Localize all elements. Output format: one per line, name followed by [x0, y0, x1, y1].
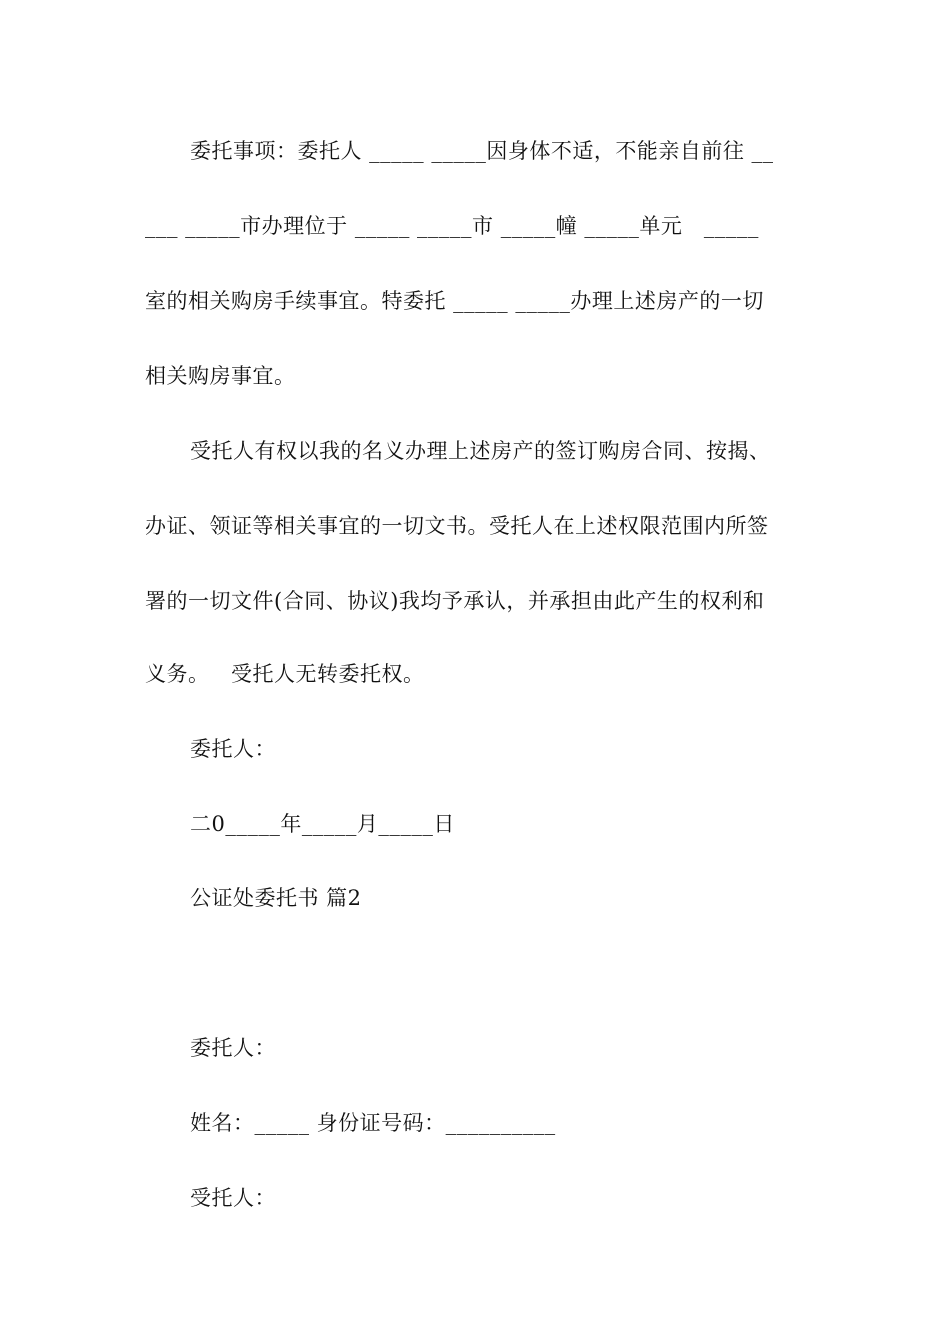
text-line: ___ _____市办理位于 _____ _____市 _____幢 _____单元 _____ — [145, 214, 759, 238]
text-line: 委托事项：委托人 _____ _____因身体不适，不能亲自前往 __ — [190, 139, 774, 163]
text-line: 室的相关购房手续事宜。特委托 _____ _____办理上述房产的一切 — [145, 289, 764, 313]
signature-label: 委托人： — [190, 737, 276, 761]
text-line: 署的一切文件(合同、协议)我均予承认，并承担由此产生的权利和 — [145, 589, 765, 613]
principal-label: 委托人： — [190, 1036, 276, 1060]
name-id-line: 姓名：_____ 身份证号码：__________ — [190, 1111, 556, 1135]
text-line: 办证、领证等相关事宜的一切文书。受托人在上述权限范围内所签 — [145, 514, 769, 538]
date-line: 二0_____年_____月_____日 — [190, 812, 455, 836]
agent-label: 受托人： — [190, 1186, 276, 1210]
text-line: 义务。 受托人无转委托权。 — [145, 662, 425, 686]
text-line: 受托人有权以我的名义办理上述房产的签订购房合同、按揭、 — [190, 439, 771, 463]
text-line: 相关购房事宜。 — [145, 364, 296, 388]
section-heading: 公证处委托书 篇2 — [190, 886, 362, 910]
